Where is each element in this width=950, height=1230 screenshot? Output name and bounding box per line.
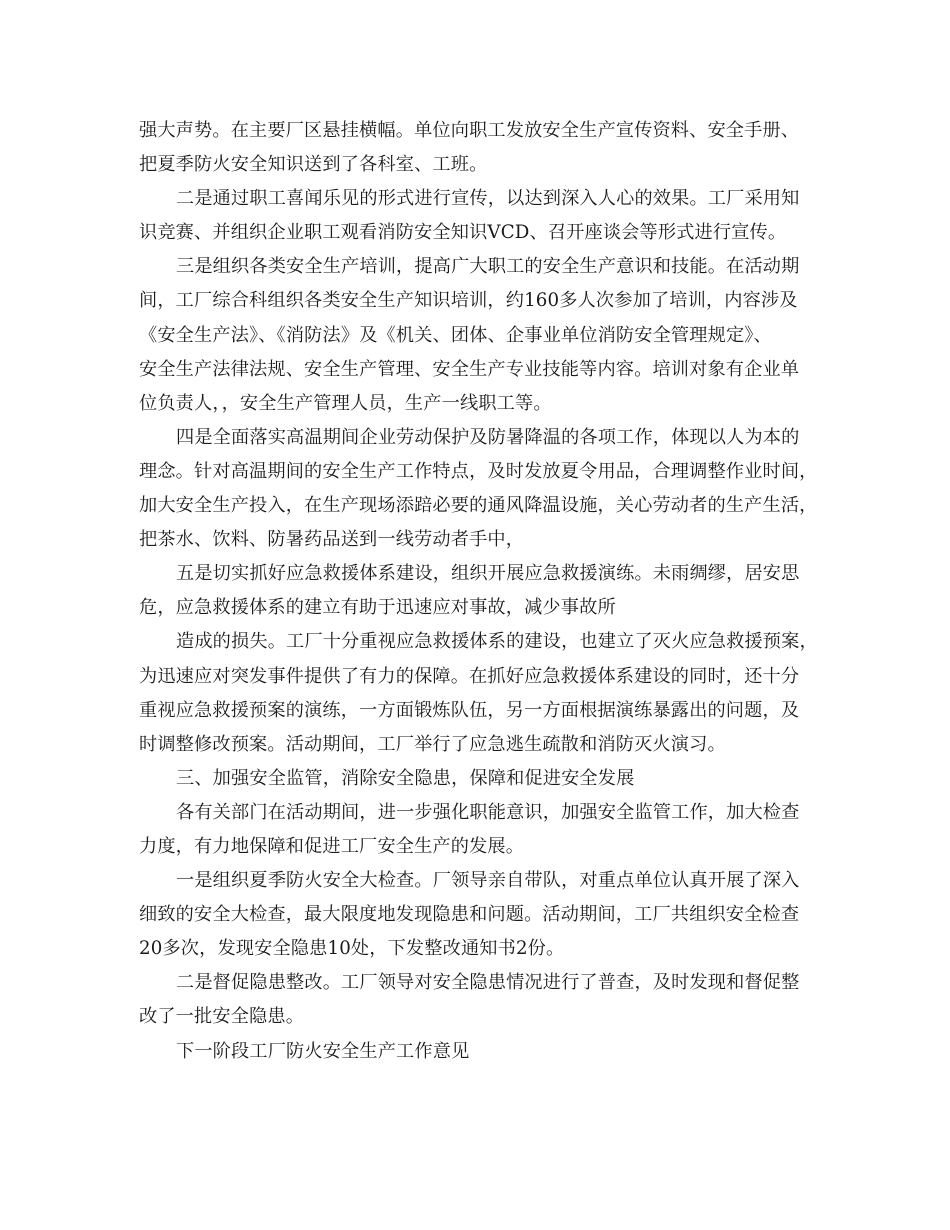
text-line: 力度，有力地保障和促进工厂安全生产的发展。: [139, 835, 525, 857]
text-line: 间，工厂综合科组织各类安全生产知识培训，约160多人次参加了培训，内容涉及: [139, 290, 798, 312]
text-line: 位负责人，，安全生产管理人员，生产一线职工等。: [139, 392, 552, 414]
text-line: 三、加强安全监管，消除安全隐患，保障和促进安全发展: [176, 767, 635, 789]
text-line: 改了一批安全隐患。: [139, 1006, 305, 1028]
text-line: 重视应急救援预案的演练，一方面锻炼队伍，另一方面根据演练暴露出的问题，及: [139, 699, 800, 721]
text-line: 五是切实抓好应急救援体系建设，组织开展应急救援演练。未雨绸缪，居安思: [176, 563, 800, 585]
text-line: 细致的安全大检查，最大限度地发现隐患和问题。活动期间，工厂共组织安全检查: [139, 904, 800, 926]
text-line: 20多次，发现安全隐患10处，下发整改通知书2份。: [139, 938, 565, 960]
text-line: 二是通过职工喜闻乐见的形式进行宣传，以达到深入人心的效果。工厂采用知: [176, 188, 800, 210]
text-line: 识竞赛、并组织企业职工观看消防安全知识VCD、召开座谈会等形式进行宣传。: [139, 222, 787, 244]
text-line: 下一阶段工厂防火安全生产工作意见: [176, 1040, 470, 1062]
text-line: 安全生产法律法规、安全生产管理、安全生产专业技能等内容。培训对象有企业单: [139, 358, 800, 380]
text-line: 加大安全生产投入，在生产现场添踣必要的通风降温设施，关心劳动者的生产生活，: [139, 495, 818, 517]
text-line: 理念。针对高温期间的安全生产工作特点，及时发放夏令用品，合理调整作业时间，: [139, 460, 818, 482]
text-line: 各有关部门在活动期间，进一步强化职能意识，加强安全监管工作，加大检查: [176, 801, 800, 823]
text-line: 把夏季防火安全知识送到了各科室、工班。: [139, 154, 488, 176]
text-line: 造成的损失。工厂十分重视应急救援体系的建设，也建立了灭火应急救援预案，: [176, 631, 818, 653]
text-line: 《安全生产法》、《消防法》及《机关、团体、企事业单位消防安全管理规定》、: [139, 324, 772, 346]
text-line: 把茶水、饮料、防暑药品送到一线劳动者手中，: [139, 529, 525, 551]
text-line: 为迅速应对突发事件提供了有力的保障。在抓好应急救援体系建设的同时，还十分: [139, 665, 800, 687]
text-line: 时调整修改预案。活动期间，工厂举行了应急逃生疏散和消防灭火演习。: [139, 733, 726, 755]
text-line: 四是全面落实高温期间企业劳动保护及防暑降温的各项工作，体现以人为本的: [176, 426, 800, 448]
text-line: 三是组织各类安全生产培训，提高广大职工的安全生产意识和技能。在活动期: [176, 256, 800, 278]
text-line: 二是督促隐患整改。工厂领导对安全隐患情况进行了普查，及时发现和督促整: [176, 972, 800, 994]
text-line: 强大声势。在主要厂区悬挂横幅。单位向职工发放安全生产宣传资料、安全手册、: [139, 120, 800, 141]
text-line: 危，应急救援体系的建立有助于迅速应对事故，减少事故所: [139, 597, 616, 619]
document-body-text: [139, 117, 819, 1072]
text-line: 一是组织夏季防火安全大检查。厂领导亲自带队，对重点单位认真开展了深入: [176, 870, 800, 892]
